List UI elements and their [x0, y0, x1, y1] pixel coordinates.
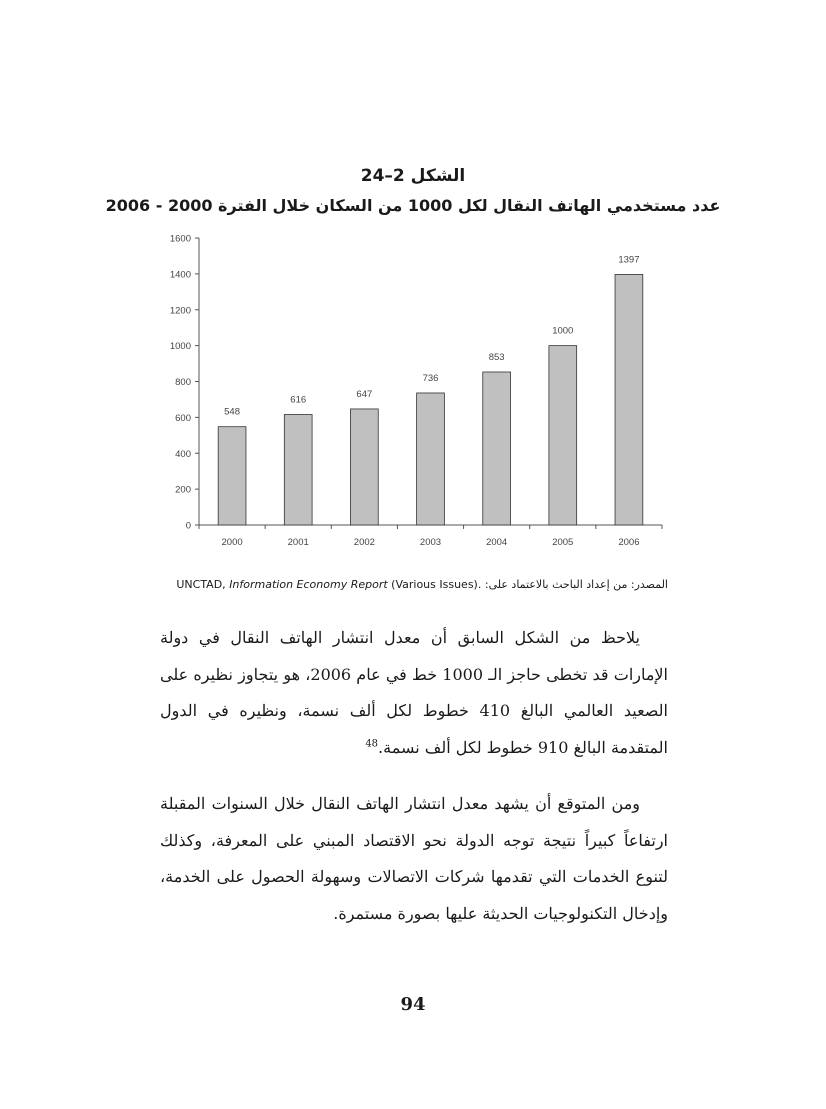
bars: [218, 274, 643, 525]
figure-source: [160, 578, 668, 591]
y-tick-label: 0: [185, 520, 191, 532]
paragraph-2: [160, 786, 668, 932]
data-label: 853: [488, 351, 505, 363]
y-axis: [170, 234, 199, 532]
y-tick-label: 1600: [169, 233, 191, 245]
paragraph-1: [160, 620, 668, 766]
data-label: 616: [290, 394, 307, 406]
x-tick-label: 2002: [353, 537, 375, 548]
bar-chart: [150, 225, 680, 560]
x-axis: [199, 525, 662, 548]
x-tick-label: 2006: [618, 537, 640, 548]
source-issues: (Various Issues).: [391, 578, 482, 591]
data-label: 1000: [552, 325, 574, 337]
y-tick-label: 800: [175, 377, 191, 388]
data-label: 647: [356, 388, 373, 400]
source-report: Information Economy Report: [229, 578, 388, 591]
source-citation: [176, 578, 481, 591]
y-tick-label: 1400: [169, 269, 191, 281]
data-label: 1397: [618, 254, 640, 266]
bar: [417, 393, 445, 525]
bar: [350, 409, 378, 525]
y-tick-label: 1200: [169, 305, 191, 317]
y-tick-label: 1000: [169, 341, 191, 353]
x-tick-label: 2004: [486, 537, 508, 548]
bar: [549, 346, 577, 525]
x-tick-label: 2000: [221, 537, 243, 548]
figure-number: الشكل 2–24: [360, 166, 466, 186]
page-number: 94: [400, 994, 426, 1015]
source-prefix: المصدر: من إعداد الباحث بالاعتماد على:: [484, 578, 668, 591]
data-label: 736: [422, 372, 439, 384]
paragraph-1-text: يلاحظ من الشكل السابق أن معدل انتشار الهاتف النقال في دولة الإمارات قد تخطى حاجز الـ 1000 خط في عام 2006، هو يتجاوز نظيره على الصعيد العالمي البالغ 410 خطوط لكل ألف نسمة، ونظيره في الدول المتقدمة البالغ 910 خطوط لكل ألف نسمة.: [160, 628, 669, 757]
x-tick-label: 2005: [552, 537, 574, 548]
x-tick-label: 2001: [287, 537, 309, 548]
bar: [615, 274, 643, 525]
bar: [284, 415, 312, 525]
bar: [218, 427, 246, 525]
bar: [483, 372, 511, 525]
data-label: 548: [224, 406, 241, 418]
source-org: UNCTAD,: [176, 578, 226, 591]
x-tick-label: 2003: [419, 537, 442, 548]
y-tick-label: 200: [175, 484, 191, 496]
y-tick-label: 400: [175, 448, 191, 460]
paragraph-2-text: ومن المتوقع أن يشهد معدل انتشار الهاتف النقال خلال السنوات المقبلة ارتفاعاً كبيراً نتيجة توجه الدولة نحو الاقتصاد المبني على المعرفة، وكذلك لتنوع الخدمات التي تقدمها شركات الاتصالات وسهولة الحصول على الخدمة، وإدخال التكنولوجيات الحديثة عليها بصورة مستمرة.: [160, 794, 668, 923]
y-tick-label: 600: [175, 412, 191, 424]
figure-caption: عدد مستخدمي الهاتف النقال لكل 1000 من السكان خلال الفترة 2000 - 2006: [105, 196, 721, 215]
footnote-ref: 48: [365, 738, 379, 750]
